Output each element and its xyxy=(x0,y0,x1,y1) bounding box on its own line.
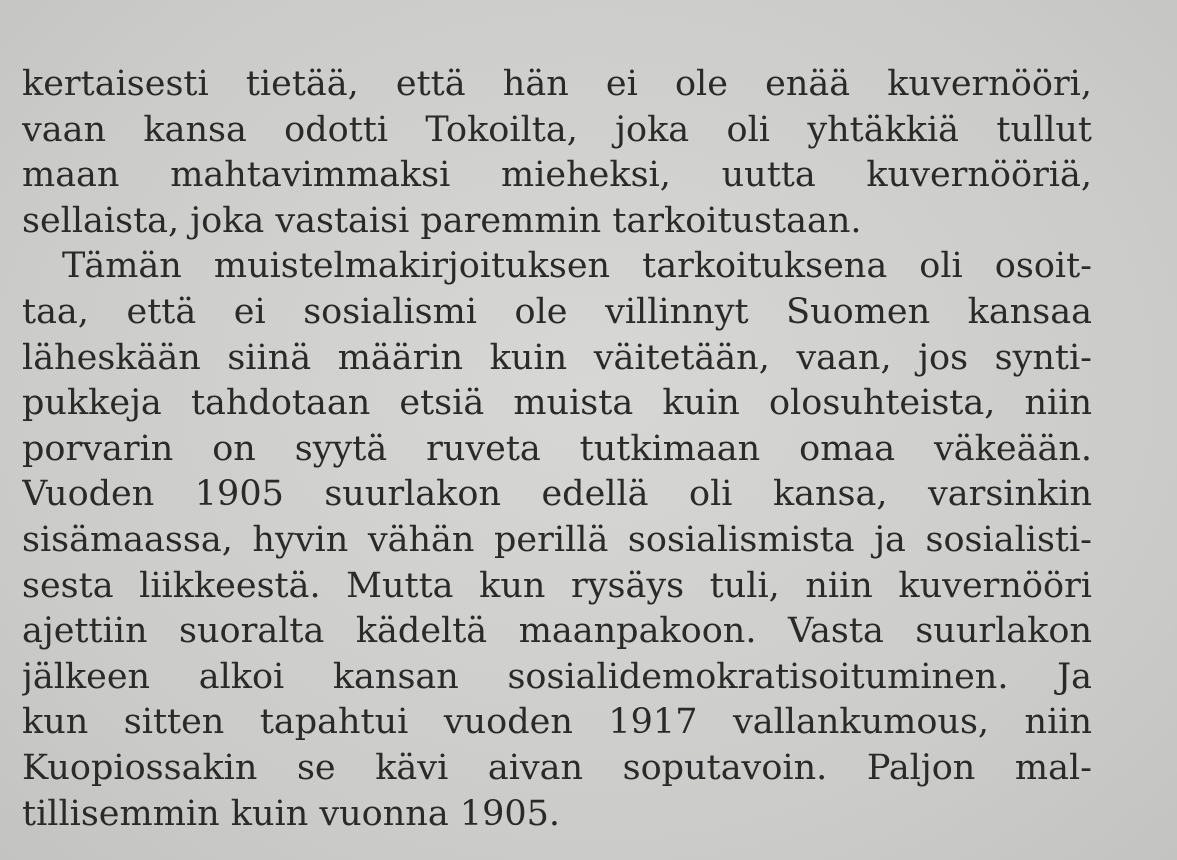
text-line-17: tillisemmin kuin vuonna 1905. xyxy=(22,793,561,834)
text-line-6: taa, että ei sosialismi ole villinnyt Suomen kansaa xyxy=(22,291,1092,332)
paragraph-1 xyxy=(22,62,1092,244)
text-line-1: kertaisesti tietää, että hän ei ole enää kuvernööri, xyxy=(22,64,1092,104)
text-line-10: Vuoden 1905 suurlakon edellä oli kansa, varsinkin xyxy=(22,474,1092,515)
text-line-14: jälkeen alkoi kansan sosialidemokratisoituminen. Ja xyxy=(22,656,1092,697)
text-line-4: sellaista, joka vastaisi paremmin tarkoitustaan. xyxy=(22,200,862,241)
book-page-text xyxy=(22,62,1092,837)
text-line-16: Kuopiossakin se kävi aivan soputavoin. Paljon mal- xyxy=(22,747,1092,788)
paragraph-2 xyxy=(22,244,1092,837)
text-line-7: läheskään siinä määrin kuin väitetään, vaan, jos synti- xyxy=(22,337,1092,378)
text-line-12: sesta liikkeestä. Mutta kun rysäys tuli, niin kuvernööri xyxy=(22,565,1092,606)
text-line-2: vaan kansa odotti Tokoilta, joka oli yhtäkkiä tullut xyxy=(22,109,1092,150)
text-line-5: Tämän muistelmakirjoituksen tarkoituksena oli osoit- xyxy=(62,246,1092,287)
text-line-11: sisämaassa, hyvin vähän perillä sosialismista ja sosialisti- xyxy=(22,519,1092,560)
text-line-8: pukkeja tahdotaan etsiä muista kuin olosuhteista, niin xyxy=(22,383,1092,424)
text-line-9: porvarin on syytä ruveta tutkimaan omaa väkeään. xyxy=(22,428,1092,469)
text-line-15: kun sitten tapahtui vuoden 1917 vallankumous, niin xyxy=(22,702,1092,743)
text-line-13: ajettiin suoralta kädeltä maanpakoon. Vasta suurlakon xyxy=(22,611,1092,652)
text-line-3: maan mahtavimmaksi mieheksi, uutta kuvernööriä, xyxy=(22,155,1092,196)
